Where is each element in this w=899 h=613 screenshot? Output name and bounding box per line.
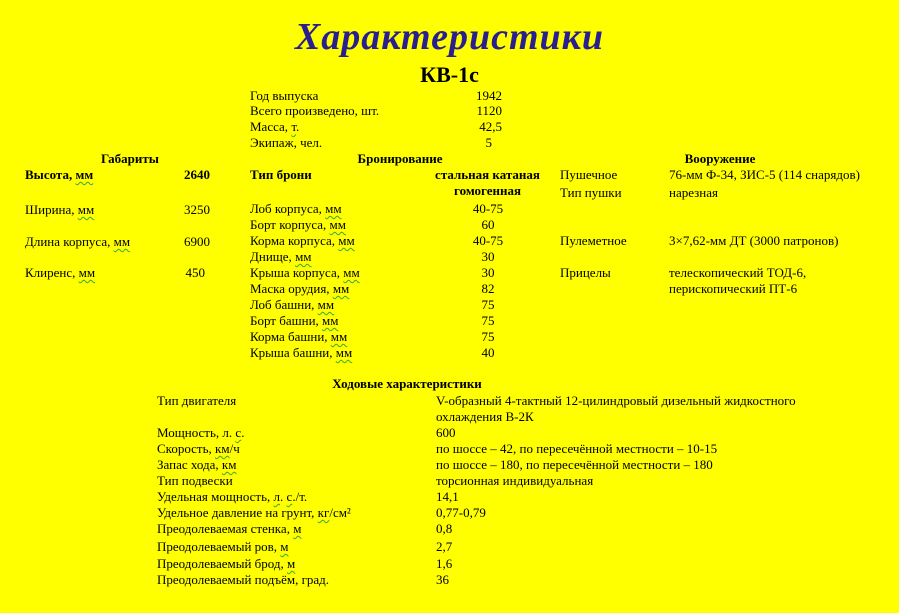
running-label: Преодолеваемый ров, м [157, 539, 289, 554]
running-value: по шоссе – 42, по пересечённой местности – 10-15 [436, 441, 718, 456]
running-value: 14,1 [436, 489, 459, 504]
armor-label: Лоб башни, мм [250, 297, 335, 312]
armor-value: 60 [481, 217, 495, 232]
running-value: 0,77-0,79 [436, 505, 486, 520]
armor-label: Лоб корпуса, мм [250, 201, 342, 216]
weapon-value: 76-мм Ф-34, ЗИС-5 (114 снарядов) [669, 167, 860, 182]
weapon-value: 3×7,62-мм ДТ (3000 патронов) [669, 233, 839, 248]
general-label: Год выпуска [250, 88, 319, 103]
weapon-value: телескопический ТОД-6, [669, 265, 807, 280]
running-value: 1,6 [436, 556, 453, 571]
running-value: 2,7 [436, 539, 453, 554]
armor-label: Борт башни, мм [250, 313, 339, 328]
armor-value: 40-75 [472, 233, 504, 248]
dimension-value: 6900 [184, 234, 210, 249]
armor-type-label: Тип брони [250, 167, 312, 182]
weapon-label: Тип пушки [560, 185, 622, 200]
armor-value: 75 [481, 329, 495, 344]
dimension-label: Длина корпуса, мм [25, 234, 131, 249]
running-value: по шоссе – 180, по пересечённой местности – 180 [436, 457, 713, 472]
running-label: Удельное давление на грунт, кг/см² [157, 505, 351, 520]
running-label: Преодолеваемая стенка, м [157, 521, 302, 536]
general-value: 42,5 [479, 119, 502, 134]
general-label: Всего произведено, шт. [250, 103, 380, 118]
running-value: торсионная индивидуальная [436, 473, 594, 488]
running-value: 0,8 [436, 521, 453, 536]
armor-value: 40 [481, 345, 495, 360]
dimension-value: 2640 [184, 167, 210, 182]
armor-label: Днище, мм [250, 249, 312, 264]
armor-label: Корма корпуса, мм [250, 233, 355, 248]
dimension-label: Высота, мм [25, 167, 94, 182]
running-header: Ходовые характеристики [332, 376, 482, 391]
armor-value: 82 [481, 281, 495, 296]
armor-type-value: стальная катаная [435, 167, 540, 182]
armor-value: 75 [481, 297, 495, 312]
running-value: охлаждения В-2К [436, 409, 534, 424]
running-label: Запас хода, км [157, 457, 237, 472]
running-label: Тип двигателя [157, 393, 237, 408]
armor-value: 30 [481, 249, 495, 264]
running-label: Мощность, л. с. [157, 425, 245, 440]
running-label: Преодолеваемый брод, м [157, 556, 296, 571]
weapon-value: перископический ПТ-6 [669, 281, 798, 296]
page-title: Характеристики [294, 16, 605, 58]
weapon-label: Пулеметное [560, 233, 627, 248]
dimension-value: 3250 [184, 202, 210, 217]
armor-label: Борт корпуса, мм [250, 217, 346, 232]
armor-value: 30 [481, 265, 495, 280]
dimension-label: Ширина, мм [25, 202, 95, 217]
running-label: Скорость, км/ч [157, 441, 240, 456]
running-value: 36 [436, 572, 449, 587]
armor-label: Корма башни, мм [250, 329, 348, 344]
armor-label: Крыша корпуса, мм [250, 265, 360, 280]
weapon-label: Пушечное [560, 167, 618, 182]
running-label: Удельная мощность, л. с./т. [157, 489, 308, 504]
armor-value: 40-75 [472, 201, 504, 216]
general-label: Масса, т. [250, 119, 300, 134]
armor-value: 75 [481, 313, 495, 328]
armor-label: Маска орудия, мм [250, 281, 350, 296]
running-value: V-образный 4-тактный 12-цилиндровый дизельный жидкостного [436, 393, 796, 408]
running-label: Преодолеваемый подъём, град. [157, 572, 330, 587]
armor-label: Крыша башни, мм [250, 345, 353, 360]
general-value: 1942 [476, 88, 502, 103]
tank-model-title: КВ-1с [420, 62, 479, 87]
weapons-header: Вооружение [684, 151, 756, 166]
armor-header: Бронирование [357, 151, 443, 166]
general-label: Экипаж, чел. [250, 135, 323, 150]
weapon-label: Прицелы [560, 265, 611, 280]
dimension-value: 450 [185, 265, 205, 280]
general-value: 5 [485, 135, 492, 150]
weapon-value: нарезная [669, 185, 718, 200]
running-label: Тип подвески [157, 473, 233, 488]
armor-type-value: гомогенная [453, 183, 522, 198]
dimension-label: Клиренс, мм [25, 265, 96, 280]
running-value: 600 [436, 425, 456, 440]
general-value: 1120 [476, 103, 502, 118]
dimensions-header: Габариты [101, 151, 159, 166]
